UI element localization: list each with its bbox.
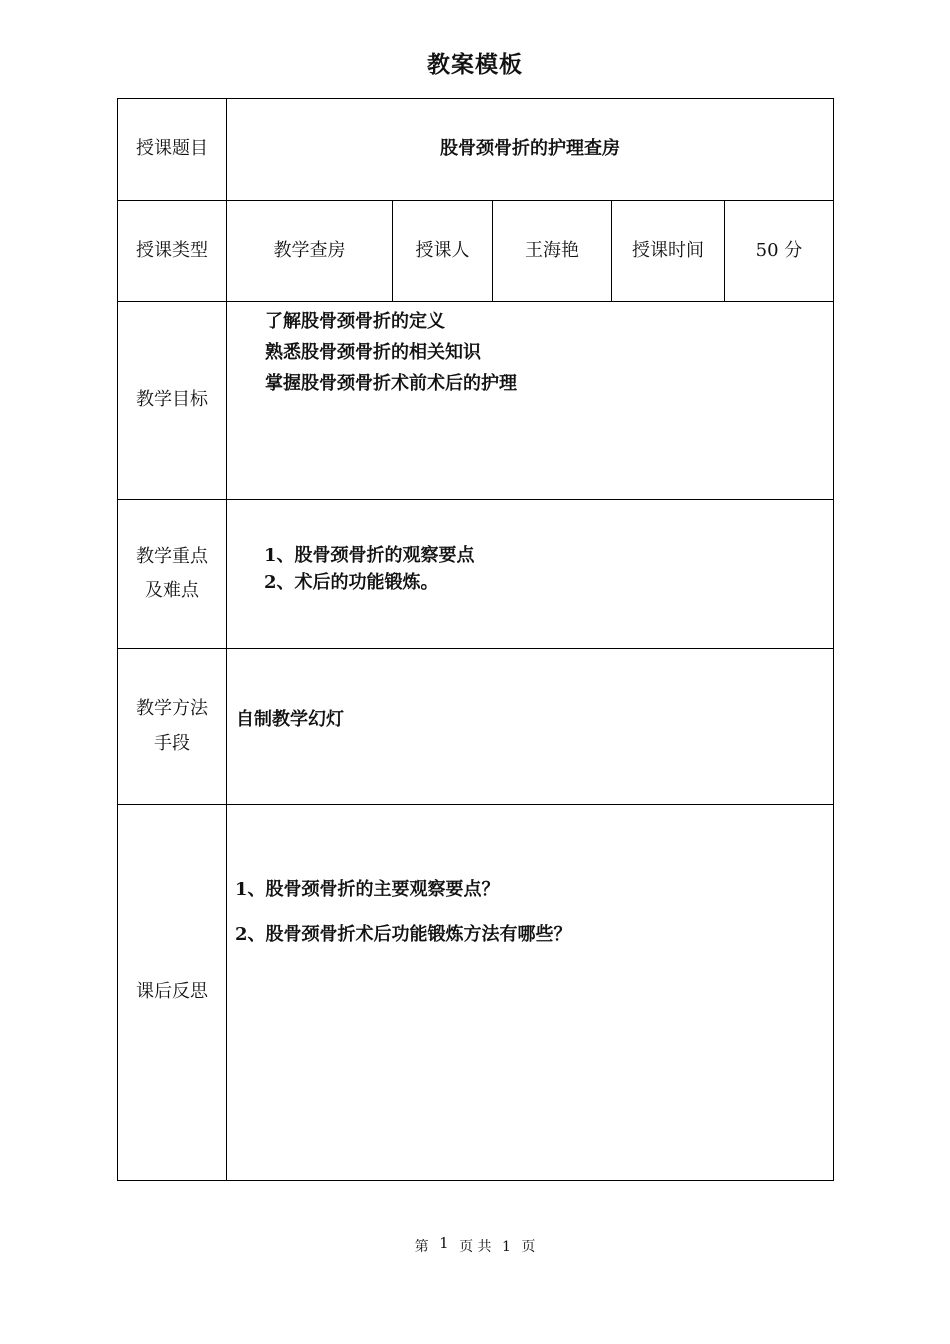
reflection-item: 1、股骨颈骨折的主要观察要点？: [235, 879, 500, 900]
key-points-label-line1: 教学重点: [136, 545, 208, 567]
objectives-label: 教学目标: [136, 389, 208, 411]
document-title: 教案模板: [427, 51, 523, 78]
methods-label-line2: 手段: [154, 732, 190, 754]
topic-label: 授课题目: [136, 138, 208, 160]
objectives-row: [118, 301, 833, 499]
key-points-label: [118, 500, 226, 648]
type-label: 授课类型: [136, 239, 208, 261]
reflection-row: [118, 804, 833, 1180]
reflection-list: [235, 867, 572, 957]
footer-middle: 页 共: [459, 1239, 492, 1255]
time-value: 50 分: [724, 201, 833, 301]
objective-item: 掌握股骨颈骨折术前术后的护理: [265, 373, 517, 394]
objective-item: 熟悉股骨颈骨折的相关知识: [265, 342, 481, 363]
time-label: 授课时间: [611, 201, 724, 301]
key-point-item: 1、股骨颈骨折的观察要点: [264, 545, 475, 566]
teacher-label: 授课人: [392, 201, 492, 301]
objectives-list: [265, 306, 517, 399]
footer-suffix: 页: [521, 1239, 536, 1255]
key-points-list: [264, 542, 475, 596]
objective-item: 了解股骨颈骨折的定义: [265, 311, 445, 332]
reflection-label: 课后反思: [136, 981, 208, 1003]
methods-row: [118, 648, 833, 804]
methods-label: [118, 649, 226, 804]
topic-value: 股骨颈骨折的护理查房: [226, 99, 833, 200]
teacher-value: 王海艳: [492, 201, 611, 301]
footer-total-pages: 1: [501, 1239, 511, 1255]
type-row: [118, 200, 833, 301]
type-value: 教学查房: [226, 201, 392, 301]
lesson-plan-table: [117, 98, 834, 1181]
methods-value: 自制教学幻灯: [236, 709, 344, 730]
key-point-item: 2、术后的功能锻炼。: [264, 572, 439, 593]
topic-row: [118, 99, 833, 200]
reflection-content-cell: [226, 805, 833, 1180]
key-points-label-line2: 及难点: [145, 580, 199, 601]
footer-prefix: 第: [414, 1239, 429, 1255]
page-footer: [0, 1236, 950, 1256]
footer-page-number: 1: [439, 1234, 449, 1252]
key-points-row: [118, 499, 833, 648]
methods-label-line1: 教学方法: [136, 698, 208, 720]
reflection-item: 2、股骨颈骨折术后功能锻炼方法有哪些？: [235, 924, 572, 945]
